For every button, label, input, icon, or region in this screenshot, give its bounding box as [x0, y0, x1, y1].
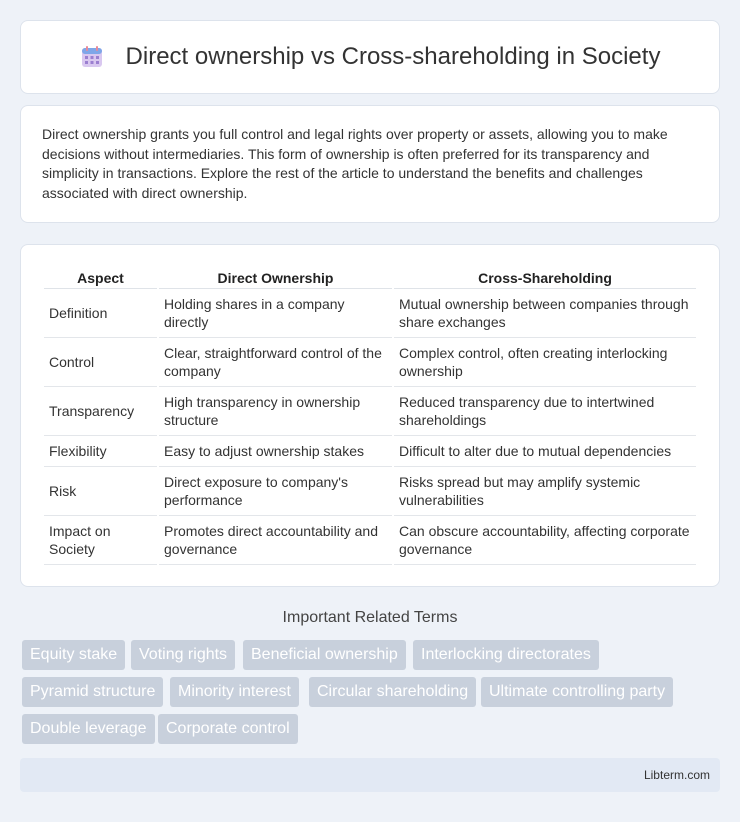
table-cell: Clear, straightforward control of the company: [159, 338, 392, 387]
column-header: Direct Ownership: [159, 267, 392, 289]
related-term-tag[interactable]: Circular shareholding: [309, 677, 476, 707]
table-cell: Easy to adjust ownership stakes: [159, 436, 392, 467]
related-term-tag[interactable]: Minority interest: [170, 677, 299, 707]
table-cell: High transparency in ownership structure: [159, 387, 392, 436]
table-cell: Promotes direct accountability and governance: [159, 516, 392, 565]
comparison-table-card: [20, 244, 720, 587]
table-cell: Mutual ownership between companies through share exchanges: [394, 289, 696, 338]
related-term-tag[interactable]: Double leverage: [22, 714, 155, 744]
related-term-tag[interactable]: Corporate control: [158, 714, 298, 744]
footer-site-link[interactable]: Libterm.com: [643, 768, 710, 782]
related-term-tag[interactable]: Beneficial ownership: [243, 640, 406, 670]
table-cell: Can obscure accountability, affecting corporate governance: [394, 516, 696, 565]
table-cell: Direct exposure to company's performance: [159, 467, 392, 516]
related-term-tag[interactable]: Pyramid structure: [22, 677, 163, 707]
table-cell: Definition: [44, 289, 157, 338]
table-cell: Risk: [44, 467, 157, 516]
footer: [20, 758, 720, 792]
table-row: [44, 289, 696, 338]
table-cell: Control: [44, 338, 157, 387]
page-title: Direct ownership vs Cross-shareholding in Society: [125, 43, 661, 70]
table-row: [44, 436, 696, 467]
related-term-tag[interactable]: Ultimate controlling party: [481, 677, 673, 707]
table-cell: Impact on Society: [44, 516, 157, 565]
table-header-row: [44, 267, 696, 289]
related-terms-title: Important Related Terms: [282, 609, 458, 626]
comparison-table: [42, 267, 698, 565]
related-term-tag[interactable]: Equity stake: [22, 640, 125, 670]
table-cell: Difficult to alter due to mutual dependencies: [394, 436, 696, 467]
table-row: [44, 338, 696, 387]
calendar-icon: [80, 45, 104, 69]
column-header: Cross-Shareholding: [394, 267, 696, 289]
related-term-tag[interactable]: Voting rights: [131, 640, 235, 670]
column-header: Aspect: [44, 267, 157, 289]
title-card: [20, 20, 720, 94]
table-cell: Transparency: [44, 387, 157, 436]
table-cell: Reduced transparency due to intertwined shareholdings: [394, 387, 696, 436]
table-row: [44, 387, 696, 436]
table-row: [44, 467, 696, 516]
intro-card: [20, 105, 720, 223]
table-row: [44, 516, 696, 565]
table-cell: Holding shares in a company directly: [159, 289, 392, 338]
table-cell: Flexibility: [44, 436, 157, 467]
table-cell: Risks spread but may amplify systemic vulnerabilities: [394, 467, 696, 516]
table-cell: Complex control, often creating interlocking ownership: [394, 338, 696, 387]
related-term-tag[interactable]: Interlocking directorates: [413, 640, 599, 670]
intro-text: Direct ownership grants you full control and legal rights over property or assets, allowing you to make decisions without intermediaries. This form of ownership is often preferred for its transparency and simplicity in transactions. Explore the rest of the article to understand the benefits and challenges associated with direct ownership.: [42, 126, 668, 201]
